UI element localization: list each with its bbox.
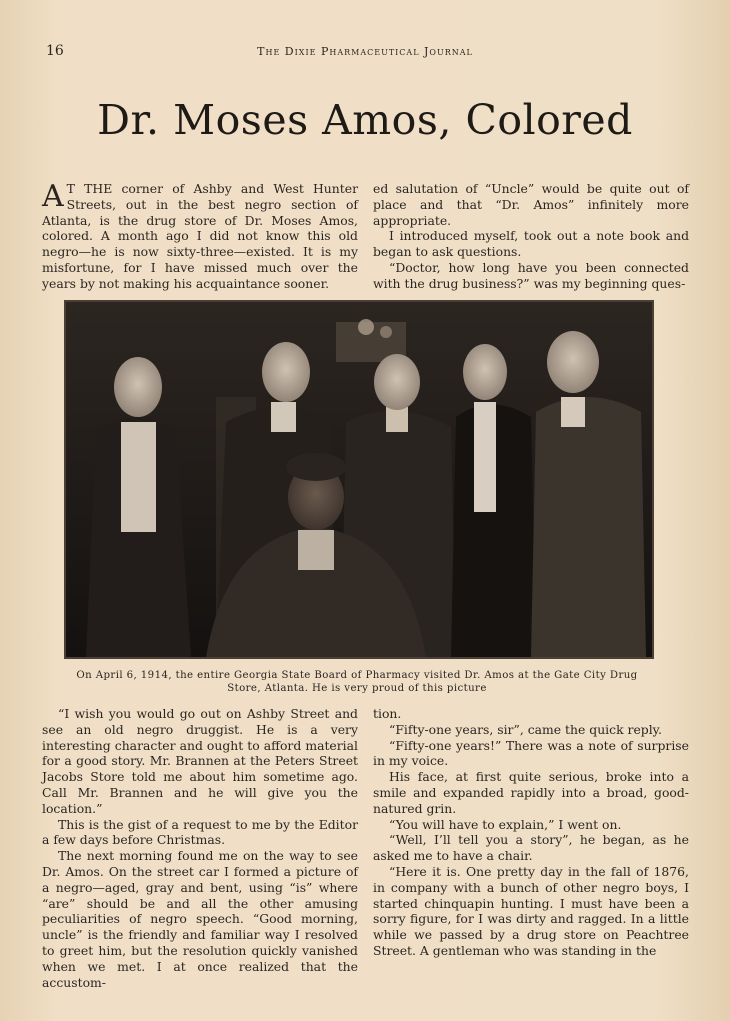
paragraph: I introduced myself, took out a note book and began to ask questions. [373, 228, 689, 260]
opening-paragraph [42, 181, 358, 292]
column-bottom-left [42, 706, 358, 990]
page-number: 16 [46, 43, 64, 59]
paragraph: “Here it is. One pretty day in the fall of 1876, in company with a bunch of other negro boys, I started chinquapin hunting. I must have been a sorry figure, for I was dirty and ragged. In a little while we passed by a drug store on Peachtree Street. A gentleman who was standing in the [373, 863, 689, 958]
column-bottom-right [373, 706, 689, 959]
article-title: Dr. Moses Amos, Colored [97, 96, 633, 144]
column-top-right [373, 181, 689, 292]
paragraph: “You will have to explain,” I went on. [389, 816, 622, 832]
group-photograph [64, 300, 654, 659]
paragraph: This is the gist of a request to me by the Editor a few days before Christmas. [42, 816, 358, 848]
paragraph: His face, at first quite serious, broke into a smile and expanded rapidly into a broad, good-natured grin. [373, 769, 689, 816]
paragraph-text: T THE corner of Ashby and West Hunter Streets, out in the best negro section of Atlanta, is the drug store of Dr. Moses Amos, colored. A month ago I did not know this old negro—he is now sixty-three—existed. It is my misfortune, for I have missed much over the years by not making his acquaintance sooner. [42, 181, 358, 291]
paragraph: “Doctor, how long have you been connected with the drug business?” was my beginning ques- [373, 259, 689, 291]
paragraph: “Fifty-one years, sir”, came the quick reply. [389, 721, 662, 737]
photograph-image [66, 302, 652, 657]
running-header: The Dixie Pharmaceutical Journal [257, 45, 473, 58]
paragraph: “Well, I’ll tell you a story”, he began, as he asked me to have a chair. [373, 832, 689, 864]
column-top-left [42, 181, 358, 292]
paragraph: tion. [373, 706, 402, 721]
paragraph: ed salutation of “Uncle” would be quite out of place and that “Dr. Amos” infinitely more appropriate. [373, 181, 689, 228]
paragraph: The next morning found me on the way to see Dr. Amos. On the street car I formed a picture of a negro—aged, gray and bent, using “is” where “are” should be and all the other amusing peculiarities of negro speech. “Good morning, uncle” is the friendly and familiar way I resolved to greet him, but the resolution quickly vanished when we met. I at once realized that the accustom- [42, 848, 358, 990]
photo-caption: On April 6, 1914, the entire Georgia State Board of Pharmacy visited Dr. Amos at the Gate City Drug Store, Atlanta. He is very proud of this picture [76, 670, 638, 694]
paragraph: “I wish you would go out on Ashby Street and see an old negro druggist. He is a very interesting character and ought to afford material for a good story. Mr. Brannen at the Peters Street Jacobs Store told me about him sometime ago. Call Mr. Brannen and he will give you the location.” [42, 706, 358, 816]
paragraph: “Fifty-one years!” There was a note of surprise in my voice. [373, 737, 689, 769]
drop-cap: A [42, 179, 64, 214]
